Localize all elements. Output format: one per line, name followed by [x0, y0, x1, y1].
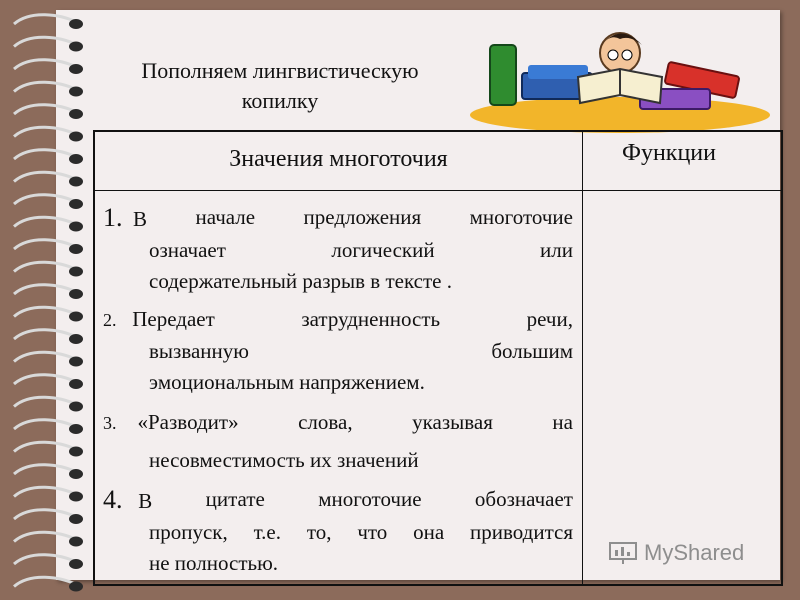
item-number: 2.: [103, 310, 117, 330]
binding-hole: [69, 537, 83, 547]
binding-ring: [14, 15, 76, 24]
watermark-text: MyShared: [644, 540, 745, 565]
binding-hole: [69, 87, 83, 97]
binding-ring: [14, 532, 76, 541]
binding-ring: [14, 195, 76, 204]
binding-ring: [14, 37, 76, 46]
binding-hole: [69, 424, 83, 434]
binding-ring: [14, 307, 76, 316]
binding-ring: [14, 352, 76, 361]
list-item-line: 3. «Разводит» слова, указывая на: [103, 407, 573, 439]
binding-hole: [69, 267, 83, 277]
binding-hole: [69, 109, 83, 119]
binding-hole: [69, 222, 83, 232]
list-item-line: содержательный разрыв в тексте .: [149, 269, 452, 293]
binding-ring: [14, 465, 76, 474]
binding-ring: [14, 375, 76, 384]
binding-hole: [69, 177, 83, 187]
binding-hole: [69, 199, 83, 209]
binding-ring: [14, 442, 76, 451]
binding-ring: [14, 60, 76, 69]
binding-hole: [69, 334, 83, 344]
binding-ring: [14, 217, 76, 226]
list-item-line: 1. В начале предложения многоточие: [103, 203, 573, 232]
binding-ring: [14, 487, 76, 496]
binding-ring: [14, 577, 76, 586]
list-item-line: эмоциональным напряжением.: [149, 370, 425, 394]
binding-hole: [69, 42, 83, 52]
list-item-4: [103, 484, 573, 579]
list-item-3: [103, 407, 573, 476]
binding-ring: [14, 510, 76, 519]
column-divider: [582, 132, 583, 584]
binding-hole: [69, 19, 83, 29]
list-item-2: [103, 304, 573, 398]
title-line-2: копилку: [241, 88, 319, 113]
list-item-line: пропуск, т.е. то, что она приводится: [149, 520, 573, 544]
binding-hole: [69, 244, 83, 254]
table-header-row: [95, 132, 781, 191]
binding-ring: [14, 285, 76, 294]
list-item-line: 2. Передает затрудненность речи,: [103, 304, 573, 336]
binding-hole: [69, 154, 83, 164]
binding-hole: [69, 64, 83, 74]
item-number: 4.: [103, 485, 123, 514]
list-item-line: несовместимость их значений: [149, 448, 419, 472]
binding-hole: [69, 582, 83, 592]
binding-hole: [69, 514, 83, 524]
binding-ring: [14, 330, 76, 339]
boy-reading-books-illustration: [470, 25, 770, 135]
binding-hole: [69, 312, 83, 322]
binding-ring: [14, 127, 76, 136]
binding-hole: [69, 357, 83, 367]
header-functions: Функции: [622, 140, 716, 166]
binding-ring: [14, 150, 76, 159]
list-item-line: не полностью.: [149, 551, 279, 575]
slide-title: [100, 56, 460, 116]
binding-ring: [14, 105, 76, 114]
myshared-watermark: [608, 540, 744, 566]
binding-ring: [14, 172, 76, 181]
binding-ring: [14, 240, 76, 249]
list-item-1: [103, 202, 573, 297]
binding-hole: [69, 559, 83, 569]
meanings-table: [93, 130, 783, 586]
binding-hole: [69, 402, 83, 412]
header-meanings: Значения многоточия: [229, 146, 448, 172]
binding-hole: [69, 379, 83, 389]
presentation-icon: [608, 541, 638, 565]
binding-hole: [69, 132, 83, 142]
binding-ring: [14, 555, 76, 564]
binding-hole: [69, 447, 83, 457]
binding-ring: [14, 262, 76, 271]
list-item-line: 4. В цитате многоточие обозначает: [103, 485, 573, 514]
binding-hole: [69, 492, 83, 502]
binding-ring: [14, 420, 76, 429]
binding-ring: [14, 82, 76, 91]
binding-hole: [69, 469, 83, 479]
list-item-line: означает логический или: [149, 238, 573, 262]
binding-ring: [14, 397, 76, 406]
list-item-line: вызванную большим: [149, 339, 573, 363]
binding-hole: [69, 289, 83, 299]
item-number: 3.: [103, 413, 117, 433]
title-line-1: Пополняем лингвистическую: [141, 58, 419, 83]
item-number: 1.: [103, 203, 123, 232]
